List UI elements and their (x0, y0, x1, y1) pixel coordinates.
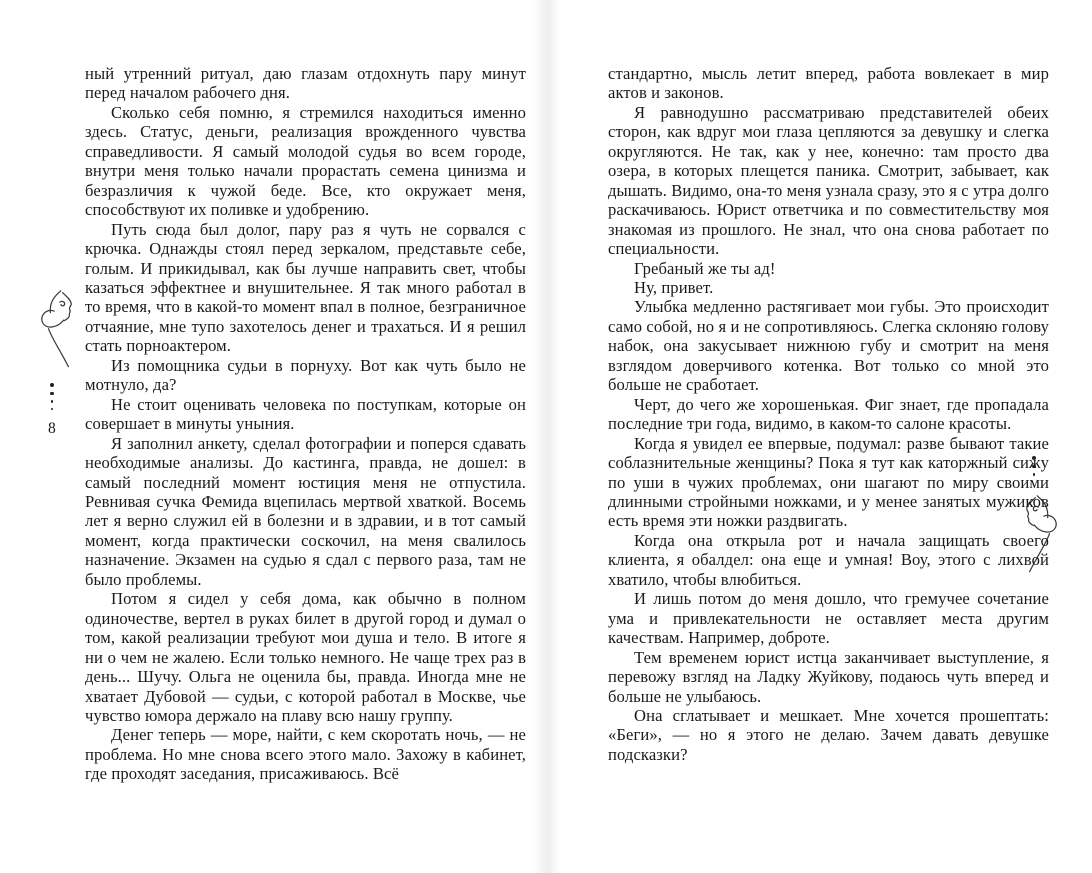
paragraph: Сколько себя помню, я стремился находиться именно здесь. Статус, деньги, реализация врожденного чувства справедливости. Я самый молодой судья во всем городе, внутри меня только начали прорастать семена цинизма и безразличия к чужой беде. Все, кто окружает меня, способствуют их поливке и удобрению. (85, 102, 526, 220)
paragraph: Я равнодушно рассматриваю представителей обеих сторон, как вдруг мои глаза цепляются за девушку и слегка округляются. Не так, как у нее, конечно: там просто два озера, в которых плещется паника. Смотрит, забывает, как дышать. Видимо, она-то меня узнала сразу, это я с утра долго раскачиваюсь. Юрист ответчика и по совместительству моя знакомая из прошлого. Не знал, что она снова работает по специальности. (608, 102, 1050, 259)
paragraph: Улыбка медленно растягивает мои губы. Это происходит само собой, но я и не сопротивляюсь. Слегка склоняю голову набок, она закусывает нижнюю губу и смотрит на меня взглядом доверчивого котенка. Вот только со мной это больше не сработает. (608, 297, 1049, 395)
paragraph: Ну, привет. (634, 277, 714, 297)
paragraph: Из помощника судьи в порнуху. Вот как чуть было не мотнуло, да? (85, 355, 526, 395)
paragraph: Черт, до чего же хорошенькая. Фиг знает, где пропадала последние три года, видимо, в каком-то салоне красоты. (608, 394, 1049, 434)
paragraph: Денег теперь — море, найти, с кем скоротать ночь, — не проблема. Но мне снова всего этого мало. Захожу в кабинет, где проходят заседания, присаживаюсь. Всё (85, 725, 526, 784)
paragraph: Когда она открыла рот и начала защищать своего клиента, я обалдел: она еще и умная! Воу, этого с лихвой хватило, чтобы влюбиться. (608, 530, 1049, 589)
right-page-text (608, 64, 1049, 764)
paragraph: Потом я сидел у себя дома, как обычно в полном одиночестве, вертел в руках билет в другой город и думал о том, какой реализации требуют мои душа и тело. В итоге я ни о чем не жалею. Если только немного. Не чаще трех раз в день... Шучу. Ольга не оценила бы, правда. Иногда мне не хватает Дубовой — судьи, с которой работал в Москве, чье чувство юмора держало на плаву всю нашу группу. (85, 589, 526, 725)
paragraph: Она сглатывает и мешкает. Мне хочется прошептать: «Беги», — но я этого не делаю. Зачем давать девушке подсказки? (608, 705, 1049, 764)
paragraph: стандартно, мысль летит вперед, работа вовлекает в мир актов и законов. (608, 64, 1049, 103)
paragraph: ный утренний ритуал, даю глазам отдохнуть пару минут перед началом рабочего дня. (85, 64, 526, 103)
left-page-text (85, 64, 526, 784)
paragraph: Когда я увидел ее впервые, подумал: разве бывают такие соблазнительные женщины? Пока я тут как каторжный сижу по уши в чужих проблемах, они шагают по миру своими длинными стройными ножками, и у менее занятых мужиков есть время эти ножки раздвигать. (608, 433, 1049, 531)
page-number: 8 (48, 420, 56, 437)
paragraph: Тем временем юрист истца заканчивает выступление, я перевожу взгляд на Ладку Жуйкову, подаюсь чуть вперед и больше не улыбаюсь. (608, 647, 1049, 706)
page-gutter-shadow (534, 0, 560, 873)
vertical-dots-icon (50, 383, 54, 410)
paragraph: Не стоит оценивать человека по поступкам, которые он совершает в минуты уныния. (85, 394, 526, 434)
paragraph: Гребаный же ты ад! (634, 258, 776, 278)
face-line-art-icon (28, 287, 86, 377)
paragraph: Я заполнил анкету, сделал фотографии и поперся сдавать необходимые анализы. До кастинга, правда, не дошел: в самый последний момент юстиция меня не отпустила. Ревнивая сучка Фемида вцепилась мертвой хваткой. Восемь лет я верно служил ей в болезни и в здравии, и в тот самый момент, когда практически соскочил, на меня свалилось назначение. Экзамен на судью я сдал с первого раза, там не было проблемы. (85, 433, 526, 589)
paragraph: Путь сюда был долог, пару раз я чуть не сорвался с крючка. Однажды стоял перед зеркалом, представьте себе, голым. И прикидывал, как бы лучше направить свет, чтобы казаться эффектнее и внушительнее. Я так много работал в то время, что в какой-то момент впал в полное, безграничное отчаяние, мне тупо захотелось денег и трахаться. И я решил стать порноактером. (85, 219, 526, 356)
paragraph: И лишь потом до меня дошло, что гремучее сочетание ума и привлекательности не оставляет места другим качествам. Например, доброте. (608, 589, 1049, 648)
